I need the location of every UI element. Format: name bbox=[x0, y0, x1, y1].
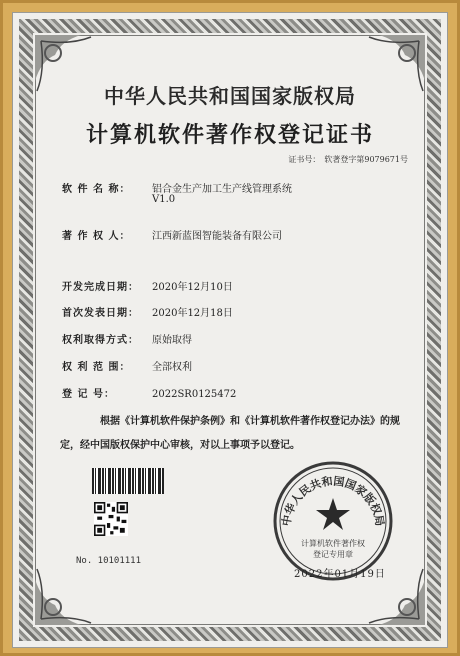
issue-date: 2022年01月19日 bbox=[294, 569, 386, 580]
certificate-content bbox=[12, 12, 448, 648]
registration-statement: 根据《计算机软件保护条例》和《计算机软件著作权登记办法》的规定，经中国版权保护中心审核，对以上事项予以登记。 bbox=[60, 416, 400, 451]
acquisition-method-value: 原始取得 bbox=[152, 335, 192, 346]
field-owner bbox=[62, 227, 282, 242]
publication-date-label: 首次发表日期： bbox=[62, 308, 139, 319]
seal-line1: 计算机软件著作权 bbox=[301, 539, 365, 548]
field-acquisition-method bbox=[62, 331, 192, 346]
field-software-name bbox=[62, 180, 292, 195]
issuer-title: 中华人民共和国国家版权局 bbox=[104, 84, 356, 108]
registration-number-label: 登 记 号： bbox=[62, 389, 115, 400]
field-publication-date bbox=[62, 304, 233, 319]
field-registration-number bbox=[62, 385, 236, 400]
owner-value: 江西新蓝图智能装备有限公司 bbox=[152, 231, 282, 242]
owner-label: 著 作 权 人： bbox=[62, 231, 131, 242]
acquisition-method-label: 权利取得方式： bbox=[62, 335, 139, 346]
rights-scope-value: 全部权利 bbox=[152, 362, 192, 373]
completion-date-label: 开发完成日期： bbox=[62, 282, 139, 293]
registration-number-value: 2022SR0125472 bbox=[152, 389, 237, 400]
completion-date-value: 2020年12月10日 bbox=[152, 282, 233, 293]
certificate-title: 计算机软件著作权登记证书 bbox=[85, 123, 374, 148]
field-completion-date bbox=[62, 278, 233, 293]
publication-date-value: 2020年12月18日 bbox=[152, 308, 233, 319]
cert-no-value: 软著登字第9079671号 bbox=[324, 155, 408, 164]
seal-line2: 登记专用章 bbox=[313, 550, 353, 559]
software-name-value: 铝合金生产加工生产线管理系统 bbox=[152, 184, 292, 195]
cert-no-label: 证书号： bbox=[288, 155, 321, 164]
qr-code bbox=[94, 502, 128, 536]
field-rights-scope bbox=[62, 358, 192, 373]
software-name-label: 软 件 名 称： bbox=[62, 184, 131, 195]
software-version-value: V1.0 bbox=[152, 194, 176, 205]
certificate-serial-number: No. 10101111 bbox=[76, 556, 142, 566]
rights-scope-label: 权 利 范 围： bbox=[62, 362, 131, 373]
barcode bbox=[92, 468, 164, 494]
certificate-number bbox=[284, 154, 408, 165]
seal-star-icon bbox=[316, 498, 350, 530]
seal-ring-text: 中华人民共和国国家版权局 bbox=[279, 474, 387, 528]
